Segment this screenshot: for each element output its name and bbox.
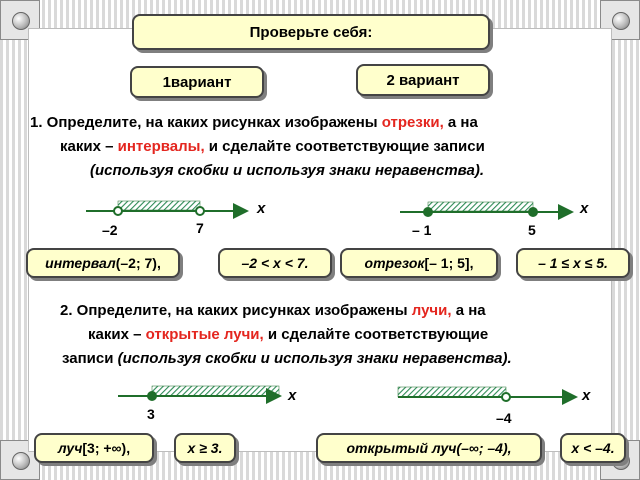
number-line-ray-closed: [118, 386, 280, 401]
ray-closed-point-label: 3: [147, 406, 155, 422]
task1-line3: (используя скобки и используя знаки неравенства).: [90, 162, 485, 179]
interval-right-open-point: [196, 207, 204, 215]
answer-term: открытый луч: [346, 440, 457, 456]
task2-text-end: а на: [451, 302, 486, 319]
answer-term: отрезок: [364, 255, 425, 271]
ray-open-point: [502, 393, 510, 401]
task2-line2: [88, 324, 628, 346]
segment-shading: [428, 202, 533, 211]
task2-text-italic: (используя скобки и используя знаки неравенства).: [117, 350, 512, 367]
segment-left-label: – 1: [412, 222, 432, 238]
number-line-interval: [86, 201, 247, 215]
ray-open-shading: [398, 387, 506, 397]
answer-segment-brackets: [340, 248, 498, 278]
task2-line1: [60, 300, 630, 322]
answer-segment-inequality: – 1 ≤ x ≤ 5.: [516, 248, 630, 278]
answer-value: [3; +∞),: [82, 440, 131, 456]
task1-highlight-segments: отрезки,: [381, 114, 444, 131]
ray-closed-point: [147, 391, 157, 401]
page-title: Проверьте себя:: [132, 14, 490, 50]
axis-label-x: x: [580, 200, 589, 217]
interval-right-label: 7: [196, 220, 204, 236]
axis-label-x: x: [582, 387, 591, 404]
segment-right-label: 5: [528, 222, 536, 238]
segment-right-closed-point: [528, 207, 538, 217]
answer-term: интервал: [45, 255, 116, 271]
interval-left-open-point: [114, 207, 122, 215]
task2-text: каких –: [88, 326, 146, 343]
segment-left-closed-point: [423, 207, 433, 217]
ray-open-point-label: –4: [496, 410, 512, 426]
task1-highlight-intervals: интервалы,: [117, 138, 205, 155]
task1-text: 1. Определите, на каких рисунках изображены: [30, 114, 382, 131]
task1-text: каких –: [60, 138, 118, 155]
answer-open-ray-inequality: x < –4.: [560, 433, 626, 463]
answer-interval-brackets: [26, 248, 180, 278]
interval-left-label: –2: [102, 222, 118, 238]
answer-open-ray-brackets: [316, 433, 542, 463]
tab-variant-1[interactable]: 1вариант: [130, 66, 264, 98]
answer-value: (–∞; –4),: [456, 440, 512, 456]
answer-interval-inequality: –2 < x < 7.: [218, 248, 332, 278]
task2-text-end: и сделайте соответствующие: [263, 326, 489, 343]
axis-label-x: x: [257, 200, 266, 217]
answer-term: луч: [57, 440, 83, 456]
number-line-segment: [400, 202, 572, 217]
tab-variant-2[interactable]: 2 вариант: [356, 64, 490, 96]
number-line-ray-open: [398, 387, 576, 401]
ray-closed-shading: [152, 386, 279, 396]
answer-ray-inequality: x ≥ 3.: [174, 433, 236, 463]
task2-text: записи: [62, 350, 118, 367]
answer-ray-brackets: [34, 433, 154, 463]
task1-text-end: и сделайте соответствующие записи: [204, 138, 485, 155]
task2-highlight-rays: лучи,: [411, 302, 452, 319]
answer-value: (–2; 7),: [115, 255, 161, 271]
task2-text: 2. Определите, на каких рисунках изображены: [60, 302, 412, 319]
task2-line3: [62, 348, 632, 370]
task1-text-end: а на: [443, 114, 478, 131]
answer-value: [– 1; 5],: [424, 255, 474, 271]
task2-highlight-open-rays: открытые лучи,: [145, 326, 264, 343]
interval-shading: [118, 201, 200, 210]
axis-label-x: x: [288, 387, 297, 404]
